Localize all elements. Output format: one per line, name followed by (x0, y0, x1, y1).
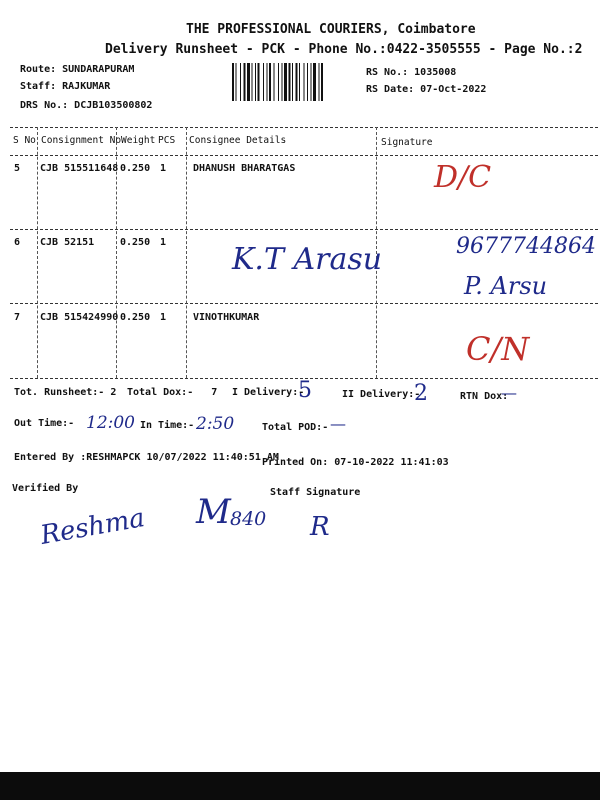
row-pcs: 1 (160, 237, 167, 248)
column-divider (37, 127, 38, 378)
row-consignee: DHANUSH BHARATGAS (193, 163, 296, 174)
in-time-value: 2:50 (196, 414, 235, 434)
i-delivery-value: 5 (298, 378, 312, 403)
entered-by: Entered By :RESHMAPCK 10/07/2022 11:40:51 AM (14, 452, 279, 463)
document-subtitle: Delivery Runsheet - PCK - Phone No.:0422-3505555 - Page No.:2 (105, 42, 583, 57)
row-sno: 5 (14, 163, 21, 174)
rtn-dox-value: — (501, 383, 517, 402)
row-signature-handwritten: C/N (466, 330, 530, 368)
table-top-rule (10, 127, 598, 128)
verified-signature: Reshma (38, 503, 148, 551)
col-header-consignment: Consignment No (41, 135, 122, 146)
row-weight: 0.250 (120, 312, 151, 323)
row-sno: 7 (14, 312, 21, 323)
in-time-label: In Time:- (140, 420, 195, 431)
ii-delivery-value: 2 (414, 381, 428, 406)
row-consignee-handwritten: K.T Arasu (232, 242, 383, 277)
col-header-signature: Signature (381, 137, 433, 148)
staff-sign-number: 840 (230, 508, 267, 530)
row-consignment: CJB 515511648 (40, 163, 119, 174)
total-pod-label: Total POD:- (262, 422, 329, 433)
col-header-weight: Weight (121, 135, 156, 146)
scan-edge-shadow (0, 772, 600, 800)
row-consignment: CJB 52151 (40, 237, 95, 248)
col-header-pcs: PCS (158, 135, 176, 146)
staff-label: Staff: RAJKUMAR (20, 81, 111, 92)
document-title: THE PROFESSIONAL COURIERS, Coimbatore (186, 22, 476, 37)
row-signature-handwritten: D/C (434, 160, 492, 195)
row-divider (10, 303, 598, 304)
row-pcs: 1 (160, 312, 167, 323)
rs-number: RS No.: 1035008 (366, 67, 457, 78)
col-header-consignee: Consignee Details (189, 135, 287, 146)
col-header-sno: S No (13, 135, 36, 146)
route-label: Route: SUNDARAPURAM (20, 64, 135, 75)
table-header-rule (10, 155, 598, 156)
ii-delivery-label: II Delivery:- (342, 389, 421, 400)
staff-sign-mark: M (196, 492, 231, 532)
staff-signature-label: Staff Signature (270, 487, 361, 498)
row-signature-handwritten: P. Arsu (464, 272, 548, 300)
total-pod-value: — (330, 414, 346, 433)
i-delivery-label: I Delivery:- (232, 387, 305, 398)
row-signature-phone: 9677744864 (456, 234, 596, 259)
column-divider (186, 127, 187, 378)
rtn-dox-label: RTN Dox: (460, 391, 509, 402)
tot-runsheet: Tot. Runsheet:- 2 (14, 387, 117, 398)
row-weight: 0.250 (120, 237, 151, 248)
row-sno: 6 (14, 237, 21, 248)
staff-sign-initial: R (310, 512, 330, 542)
total-dox: Total Dox:- 7 (127, 387, 218, 398)
verified-by-label: Verified By (12, 483, 79, 494)
printed-on: Printed On: 07-10-2022 11:41:03 (262, 457, 449, 468)
rs-date: RS Date: 07-Oct-2022 (366, 84, 487, 95)
row-pcs: 1 (160, 163, 167, 174)
out-time-value: 12:00 (86, 413, 135, 433)
barcode (232, 63, 357, 101)
row-divider (10, 229, 598, 230)
row-weight: 0.250 (120, 163, 151, 174)
out-time-label: Out Time:- (14, 418, 75, 429)
row-consignment: CJB 515424990 (40, 312, 119, 323)
row-consignee: VINOTHKUMAR (193, 312, 260, 323)
drs-number: DRS No.: DCJB103500802 (20, 100, 153, 111)
